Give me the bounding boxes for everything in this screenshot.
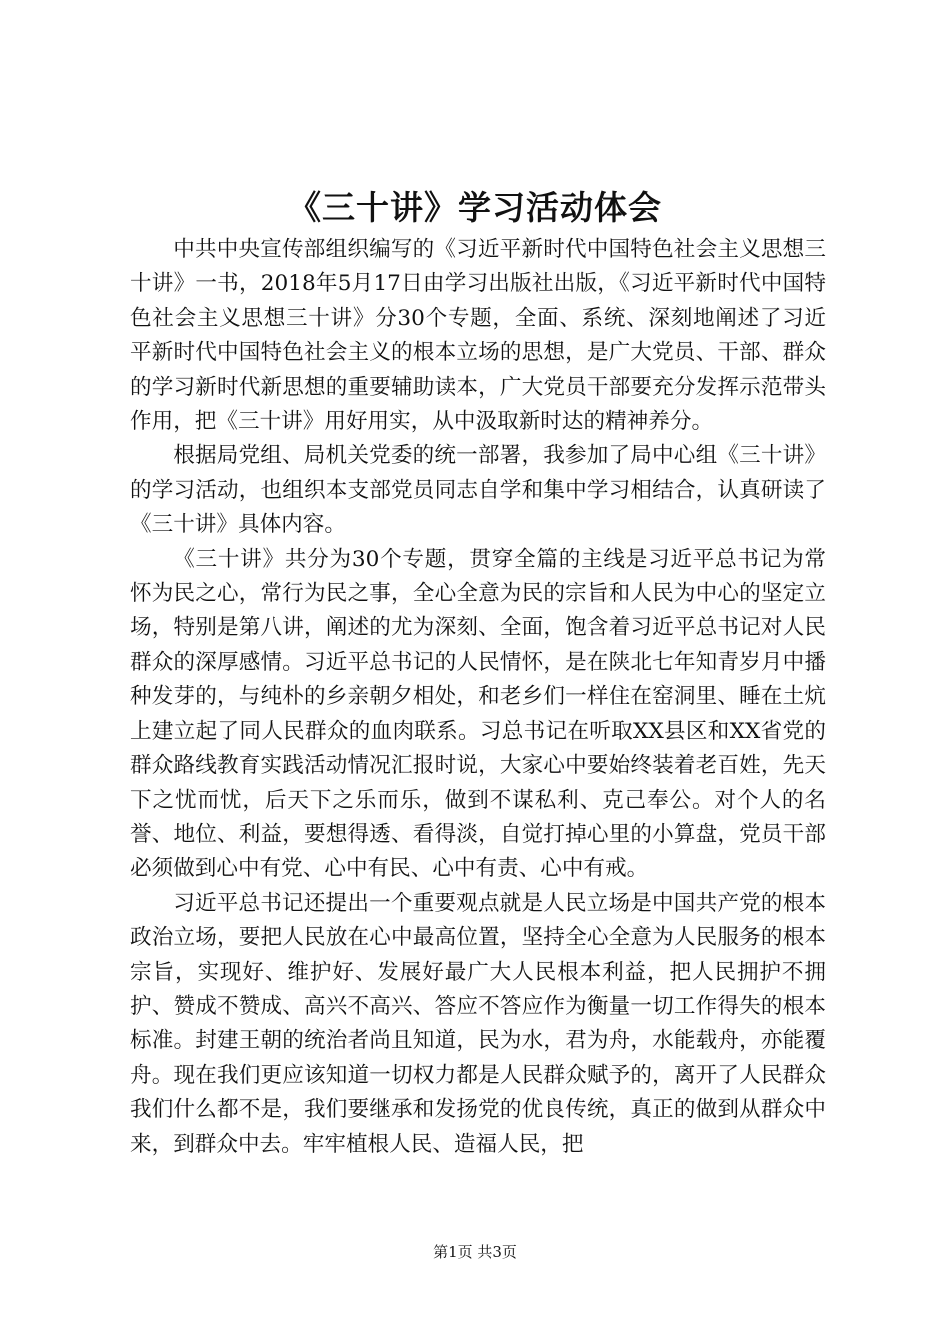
document-title: 《三十讲》学习活动体会 — [288, 188, 662, 227]
document-body — [130, 233, 826, 1162]
paragraph-4: 习近平总书记还提出一个重要观点就是人民立场是中国共产党的根本政治立场，要把人民放在心中最高位置，坚持全心全意为人民服务的根本宗旨，实现好、维护好、发展好最广大人民根本利益，把人民拥护不拥护、赞成不赞成、高兴不高兴、答应不答应作为衡量一切工作得失的根本标准。封建王朝的统治者尚且知道，民为水，君为舟，水能载舟，亦能覆舟。现在我们更应该知道一切权力都是人民群众赋予的，离开了人民群众我们什么都不是，我们要继承和发扬党的优良传统，真正的做到从群众中来，到群众中去。牢牢植根人民、造福人民，把 — [130, 890, 826, 1157]
page-number-footer: 第1页 共3页 — [433, 1243, 517, 1261]
paragraph-1: 中共中央宣传部组织编写的《习近平新时代中国特色社会主义思想三十讲》一书，2018年5月17日由学习出版社出版，《习近平新时代中国特色社会主义思想三十讲》分30个专题，全面、系统、深刻地阐述了习近平新时代中国特色社会主义的根本立场的思想，是广大党员、干部、群众的学习新时代新思想的重要辅助读本，广大党员干部要充分发挥示范带头作用，把《三十讲》用好用实，从中汲取新时达的精神养分。 — [130, 237, 826, 435]
paragraph-3: 《三十讲》共分为30个专题，贯穿全篇的主线是习近平总书记为常怀为民之心，常行为民之事，全心全意为民的宗旨和人民为中心的坚定立场，特别是第八讲，阐述的尤为深刻、全面，饱含着习近平总书记对人民群众的深厚感情。习近平总书记的人民情怀，是在陕北七年知青岁月中播种发芽的，与纯朴的乡亲朝夕相处，和老乡们一样住在窑洞里、睡在土炕上建立起了同人民群众的血肉联系。习总书记在听取XX县区和XX省党的群众路线教育实践活动情况汇报时说，大家心中要始终装着老百姓，先天下之忧而忧，后天下之乐而乐，做到不谋私利、克己奉公。对个人的名誉、地位、利益，要想得透、看得淡，自觉打掉心里的小算盘，党员干部必须做到心中有党、心中有民、心中有责、心中有戒。 — [130, 546, 826, 882]
paragraph-2: 根据局党组、局机关党委的统一部署，我参加了局中心组《三十讲》的学习活动，也组织本支部党员同志自学和集中学习相结合，认真研读了《三十讲》具体内容。 — [130, 443, 826, 538]
